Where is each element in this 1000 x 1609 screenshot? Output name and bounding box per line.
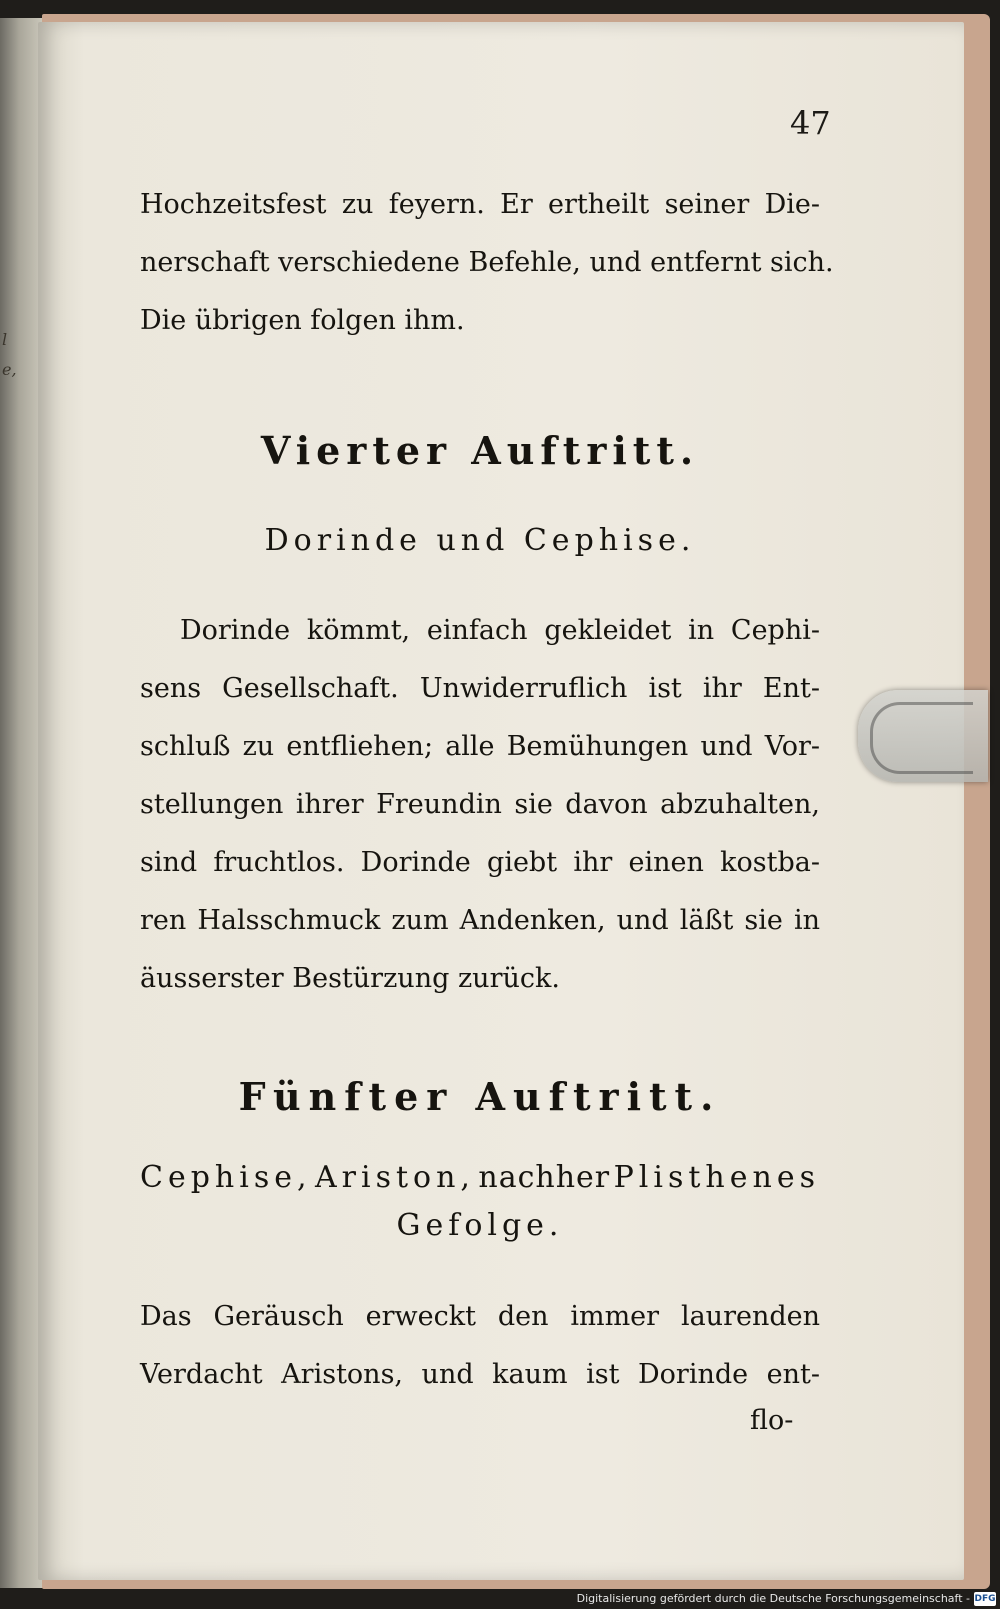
page-clip-inner: [870, 702, 973, 774]
scene-5-heading: Fünfter Auftritt.: [238, 1074, 722, 1119]
text-line: ren Halsschmuck zum Andenken, und läßt sie in: [140, 905, 820, 936]
scene-4-heading: Vierter Auftritt.: [260, 428, 700, 473]
scene-4-persons: Dorinde und Cephise.: [264, 523, 696, 558]
text-line: äusserster Bestürzung zurück.: [140, 963, 560, 994]
cast-name: Cephise,: [140, 1160, 312, 1195]
text-line: sens Gesellschaft. Unwiderruflich ist ihr Ent-: [140, 673, 820, 704]
text-line: Das Geräusch erweckt den immer laurenden: [140, 1301, 820, 1332]
footer-credit: Digitalisierung gefördert durch die Deutsche Forschungsgemeinschaft -: [576, 1592, 970, 1605]
scene-5-persons: [140, 1160, 820, 1195]
cast-name: nachher: [478, 1160, 611, 1195]
text-line: Hochzeitsfest zu feyern. Er ertheilt seiner Die-: [140, 189, 820, 220]
paragraph-3: [140, 1288, 820, 1404]
text-line: nerschaft verschiedene Befehle, und entfernt sich.: [140, 247, 834, 278]
paragraph-2: [140, 602, 820, 1008]
text-line: Verdacht Aristons, und kaum ist Dorinde ent-: [140, 1359, 820, 1390]
left-page-fragment: e,: [2, 360, 17, 379]
cast-name: Ariston,: [314, 1160, 475, 1195]
page-clip: [858, 690, 988, 782]
page-number: 47: [790, 104, 831, 142]
paragraph-1: [140, 176, 834, 350]
dfg-logo-icon: DFG: [974, 1594, 996, 1604]
text-line: Die übrigen folgen ihm.: [140, 305, 465, 336]
catchword: flo-: [750, 1405, 794, 1436]
left-page-fragment: l: [2, 330, 8, 349]
cast-name: Plisthenes: [613, 1160, 820, 1195]
scene-5-persons-continued: Gefolge.: [396, 1208, 564, 1243]
text-line: schluß zu entfliehen; alle Bemühungen und Vor-: [140, 731, 820, 762]
text-line: stellungen ihrer Freundin sie davon abzuhalten,: [140, 789, 820, 820]
text-line: Dorinde kömmt, einfach gekleidet in Cephi-: [180, 615, 820, 646]
text-line: sind fruchtlos. Dorinde giebt ihr einen kostba-: [140, 847, 820, 878]
